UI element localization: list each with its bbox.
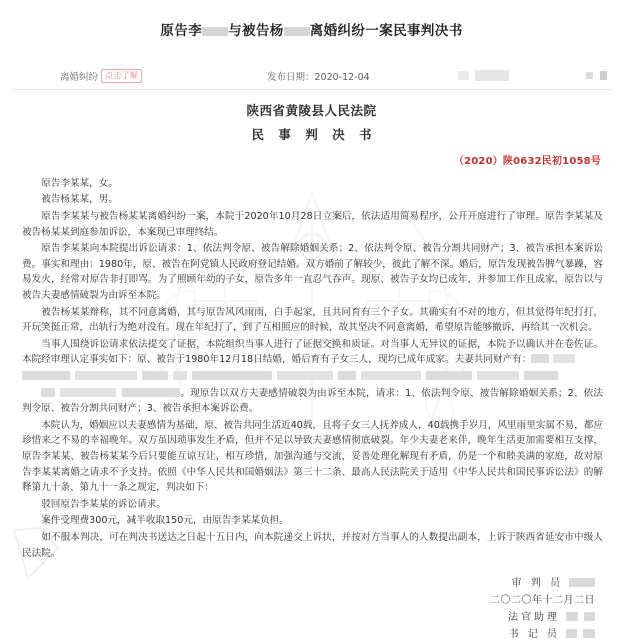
redaction-property-10 (361, 371, 421, 380)
signature-clerk-row (0, 626, 595, 640)
redaction-assistant-name-2 (584, 612, 595, 621)
redaction-meta-a (458, 71, 469, 80)
redaction-judge-name (569, 578, 595, 587)
meta-category-group (60, 69, 142, 83)
signature-judge-row (0, 575, 595, 592)
redaction-property-4 (75, 371, 137, 380)
redaction-property-3 (22, 371, 70, 380)
paragraph-procedure: 原告李某某与被告杨某某离婚纠纷一案，本院于2020年10月28日立案后，依法适用简易程序，公开开庭进行了审理。原告李某某及被告杨某某到庭参加诉讼，本案现已审理终结。 (22, 211, 603, 238)
paragraph-evidence-tail-text: 。现原告以双方夫妻感情破裂为由诉至本院，请求：1、依法判令原、被告解除婚姻关系；2、依法判令原、被告分割共同财产；3、被告承担本案诉讼费。 (22, 387, 603, 415)
redaction-property-1 (531, 354, 549, 363)
paragraph-evidence-head-text: 当事人围绕诉讼请求依法提交了证据，本院组织当事人进行了证据交换和质证。对当事人无异议的证据，本院予以确认并在卷佐证。本院经审理认定事实如下：原、被告于1980年12月18日结婚，婚后育有子女三人，现均已成年成家。夫妻共同财产有： (22, 338, 603, 366)
clerk-label: 书 记 员 (508, 629, 560, 640)
assistant-label: 法官助理 (508, 612, 560, 624)
paragraph-claims: 原告李某某向本院提出诉讼请求：1、依法判令原、被告解除婚姻关系；2、依法判令原、被告分割共同财产；3、被告承担本案诉讼费。事实和理由：1980年，原、被告在阿党镇人民政府登记结婚。双方婚前了解较少，彼此了解不深。婚后，原告发现被告脾气暴躁，容易发火，经常对原告非打即骂。为了照顾年幼的子女，原告多年一直忍气吞声。现原、被告子女均已成年，并参加工作且成家，原告以与被告夫妻感情破裂为由诉至本院。 (22, 243, 603, 302)
redaction-property-12 (477, 371, 519, 380)
redaction-property-13 (524, 371, 558, 380)
paragraph-appeal: 如不服本判决，可在判决书送达之日起十五日内，向本院递交上诉状，并按对方当事人的人数提出副本，上诉于陕西省延安市中级人民法院。 (22, 531, 603, 559)
redaction-property-15 (60, 388, 116, 397)
document-kind: 民 事 判 决 书 (251, 126, 377, 142)
page-title (0, 0, 623, 41)
paragraph-fee: 案件受理费300元，减半收取150元，由原告李某某负担。 (41, 515, 289, 527)
page-title-suffix: 离婚纠纷一案民事判决书 (309, 23, 463, 39)
court-name: 陕西省黄陵县人民法院 (246, 102, 377, 118)
learn-more-badge[interactable]: 点击了解 (101, 69, 142, 83)
case-number: （2020）陕0632民初1058号 (453, 155, 601, 167)
paragraph-defense: 被告杨某某辩称，其不同意离婚，其与原告风风雨雨，白手起家，且共同育有三个子女。其确实有不对的地方，但其觉得年纪打打，开玩笑挺正常，出轨行为绝对没有。现在年纪打了，到了互相照应的时候，故其坚决不同意离婚，希望原告能够撤诉，再给其一次机会。 (22, 306, 603, 334)
signature-assistant-row (0, 609, 595, 626)
redaction-meta-c (586, 72, 593, 79)
redaction-property-14 (41, 388, 55, 397)
paragraph-evidence-head (22, 337, 603, 368)
paragraph-judgment: 驳回原告李某某的诉讼请求。 (41, 498, 166, 510)
publish-date: 发布日期：2020-12-04 (267, 71, 370, 83)
redaction-property-5 (142, 371, 168, 380)
page-title-mid: 与被告杨 (228, 23, 284, 39)
paragraph-property-redacted (22, 369, 603, 385)
redaction-meta-d (600, 71, 607, 80)
redaction-defendant-name (284, 27, 310, 36)
judge-label: 审 判 员 (511, 578, 563, 590)
redaction-property-9 (338, 371, 356, 380)
case-category-label[interactable]: 离婚纠纷 (60, 71, 99, 83)
meta-bar (12, 63, 611, 90)
signature-block (0, 575, 595, 640)
paragraph-reasoning: 本院认为，婚姻应以夫妻感情为基础，原、被告共同生活近40载，且将子女三人抚养成人，40载携手岁月，风里雨里实属不易，都应珍惜来之不易的幸福晚年。双方虽因琐事发生矛盾，但并不足以导致夫妻感情彻底破裂。年少夫妻老来伴，晚年生活更加需要相互支撑，原告李某某、被告杨某某今后只要能互谅互让，相互珍惜，加强沟通与交流，妥善处理化解现有矛盾，仍是一个和睦美满的家庭，故对原告李某某离婚之请求不予支持。依照《中华人民共和国婚姻法》第三十二条、最高人民法院关于适用《中华人民共和国民事诉讼法》的解释第九十条、第九十一条之规定，判决如下： (22, 419, 603, 494)
redaction-property-11 (426, 371, 472, 380)
redaction-property-8 (277, 371, 333, 380)
page-title-prefix: 原告李 (160, 23, 203, 39)
redaction-plaintiff-name (202, 27, 228, 36)
redaction-clerk-name (566, 629, 577, 638)
defendant-line: 被告杨某某，男。 (41, 194, 118, 206)
redaction-property-2 (553, 354, 575, 363)
paragraph-evidence-tail (22, 386, 603, 417)
redaction-property-7 (192, 371, 272, 380)
document-body (22, 176, 603, 561)
redaction-clerk-name-2 (583, 629, 595, 638)
redaction-property-16 (122, 388, 180, 397)
signature-date: 二〇二〇年十二月二日 (490, 595, 595, 607)
redaction-assistant-name (566, 612, 578, 621)
redaction-property-6 (173, 371, 187, 380)
redaction-meta-b (475, 70, 509, 81)
plaintiff-line: 原告李某某，女。 (41, 177, 118, 189)
